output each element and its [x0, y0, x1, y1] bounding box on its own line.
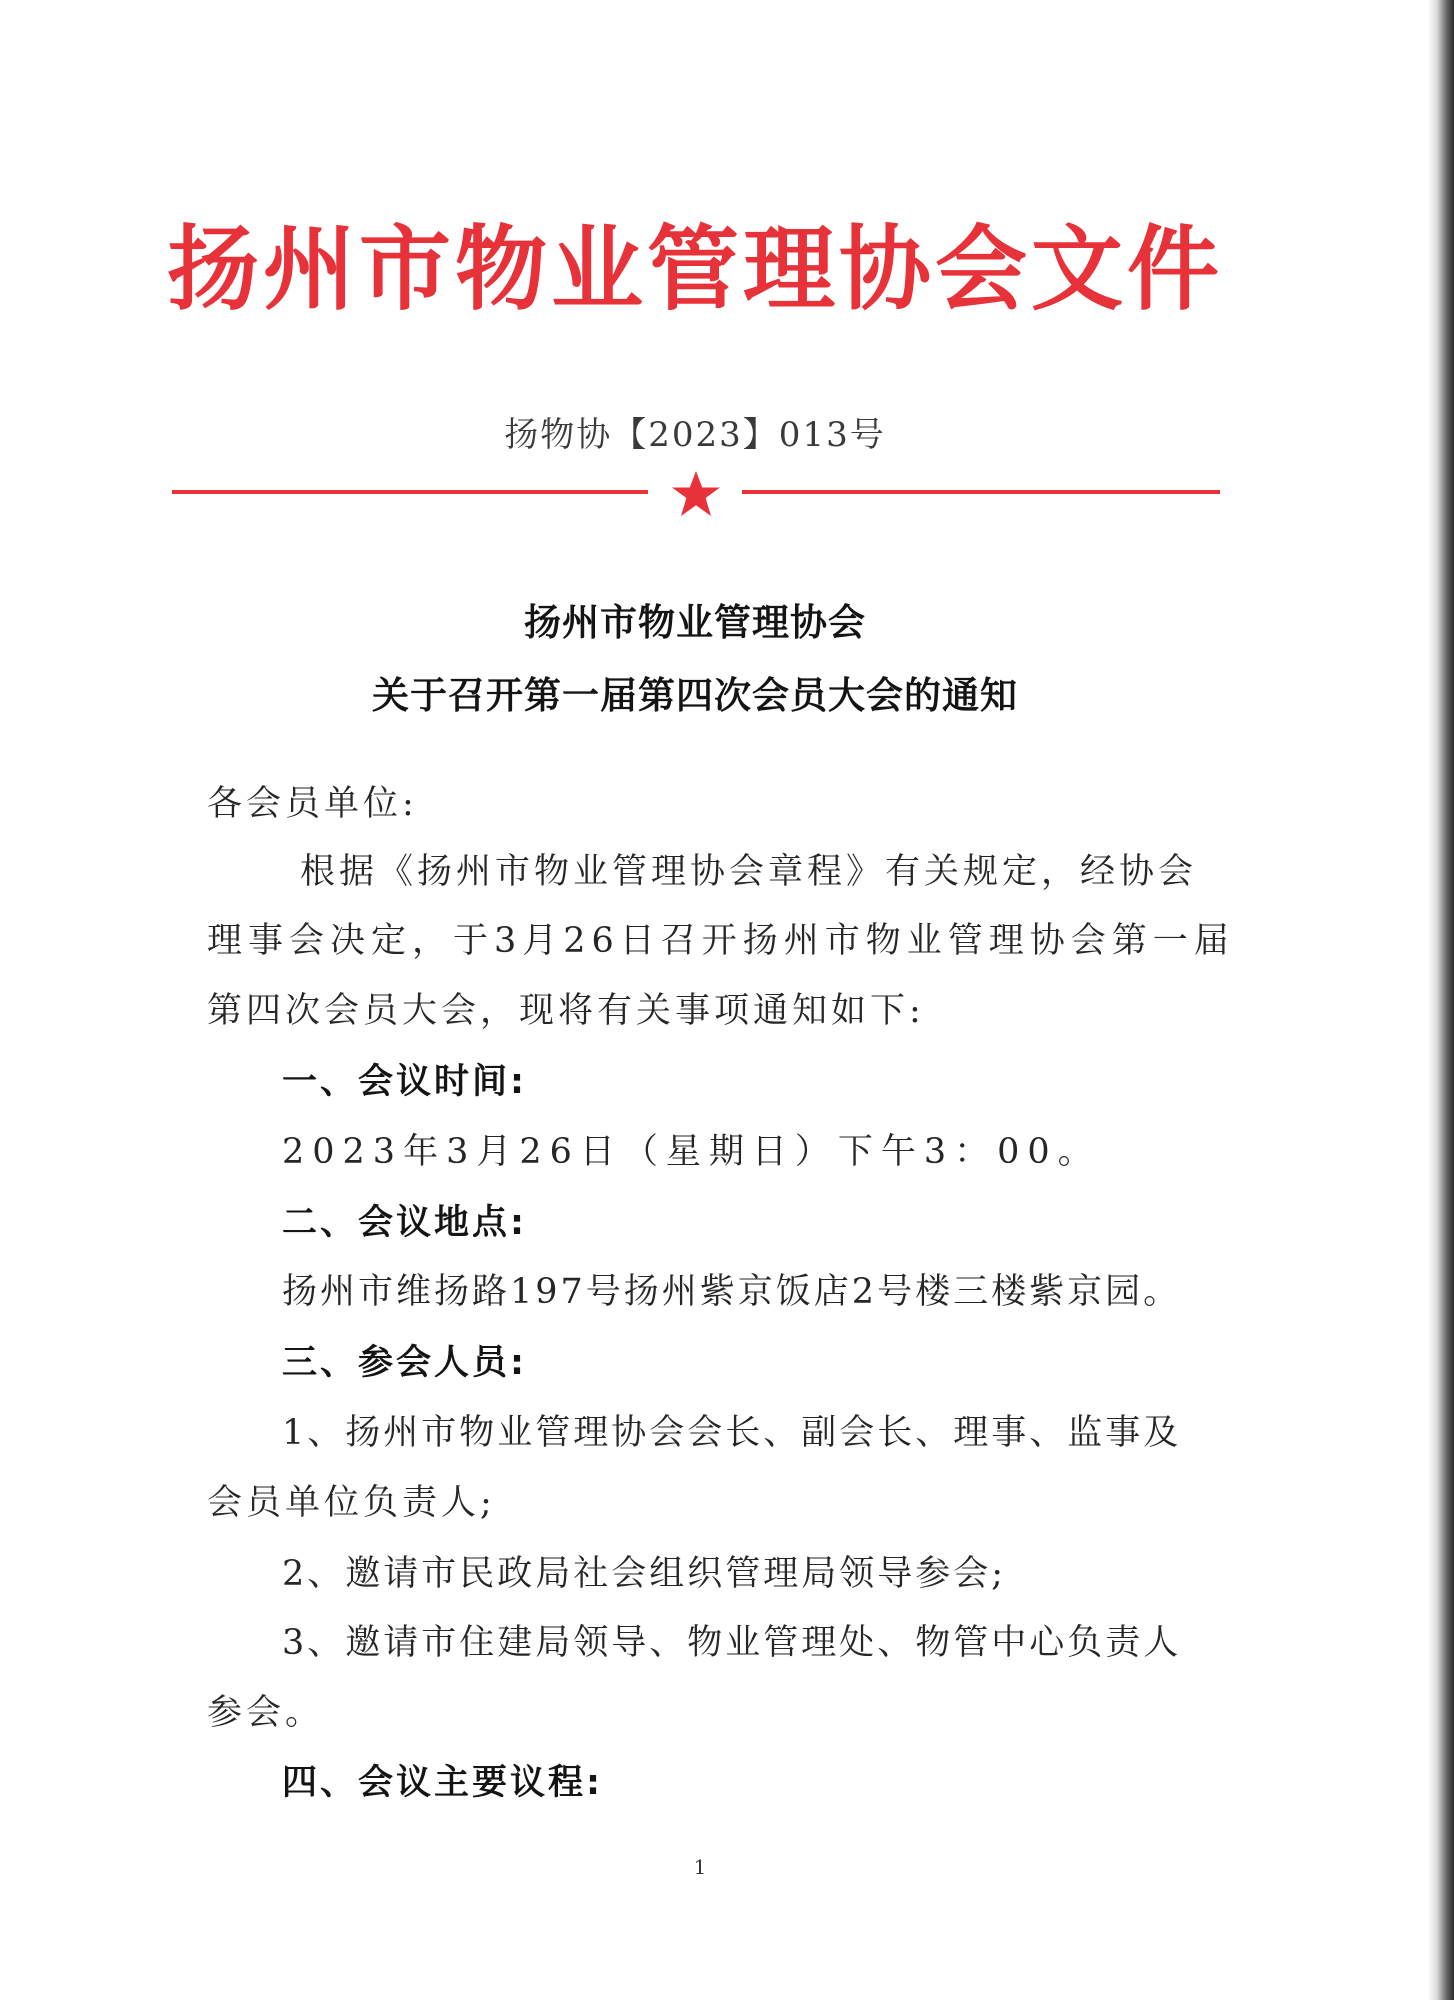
section-heading-attendees: 三、参会人员: [282, 1343, 527, 1383]
attendee-item-2: 2、邀请市民政局社会组织管理局领导参会; [282, 1554, 1007, 1594]
intro-line-3: 第四次会员大会，现将有关事项通知如下: [207, 991, 925, 1031]
header-divider-left [172, 490, 648, 494]
attendee-item-3-line-1: 3、邀请市住建局领导、物业管理处、物管中心负责人 [282, 1623, 1182, 1663]
meeting-time-text: 2023年3月26日（星期日）下午3：00。 [282, 1132, 1101, 1172]
section-heading-time: 一、会议时间: [282, 1062, 527, 1102]
document-number: 扬物协【2023】013号 [504, 415, 886, 455]
salutation: 各会员单位: [207, 784, 418, 824]
attendee-item-1-line-1: 1、扬州市物业管理协会会长、副会长、理事、监事及 [282, 1413, 1182, 1453]
intro-line-2: 理事会决定，于3月26日召开扬州市物业管理协会第一届 [207, 921, 1235, 961]
header-divider-right [742, 490, 1220, 494]
attendee-item-1-line-2: 会员单位负责人; [207, 1483, 496, 1523]
document-header-title: 扬州市物业管理协会文件 [166, 215, 1223, 323]
attendee-item-3-line-2: 参会。 [207, 1693, 325, 1733]
section-heading-location: 二、会议地点: [282, 1203, 527, 1243]
page-number: 1 [693, 1855, 707, 1879]
section-heading-agenda: 四、会议主要议程: [282, 1763, 603, 1803]
intro-line-1: 根据《扬州市物业管理协会章程》有关规定，经协会 [300, 852, 1198, 892]
notice-title-line-2: 关于召开第一届第四次会员大会的通知 [372, 674, 1018, 717]
meeting-location-text: 扬州市维扬路197号扬州紫京饭店2号楼三楼紫京园。 [282, 1272, 1182, 1312]
star-icon [670, 470, 722, 518]
notice-title-line-1: 扬州市物业管理协会 [524, 601, 866, 644]
scan-edge [1428, 0, 1454, 2000]
